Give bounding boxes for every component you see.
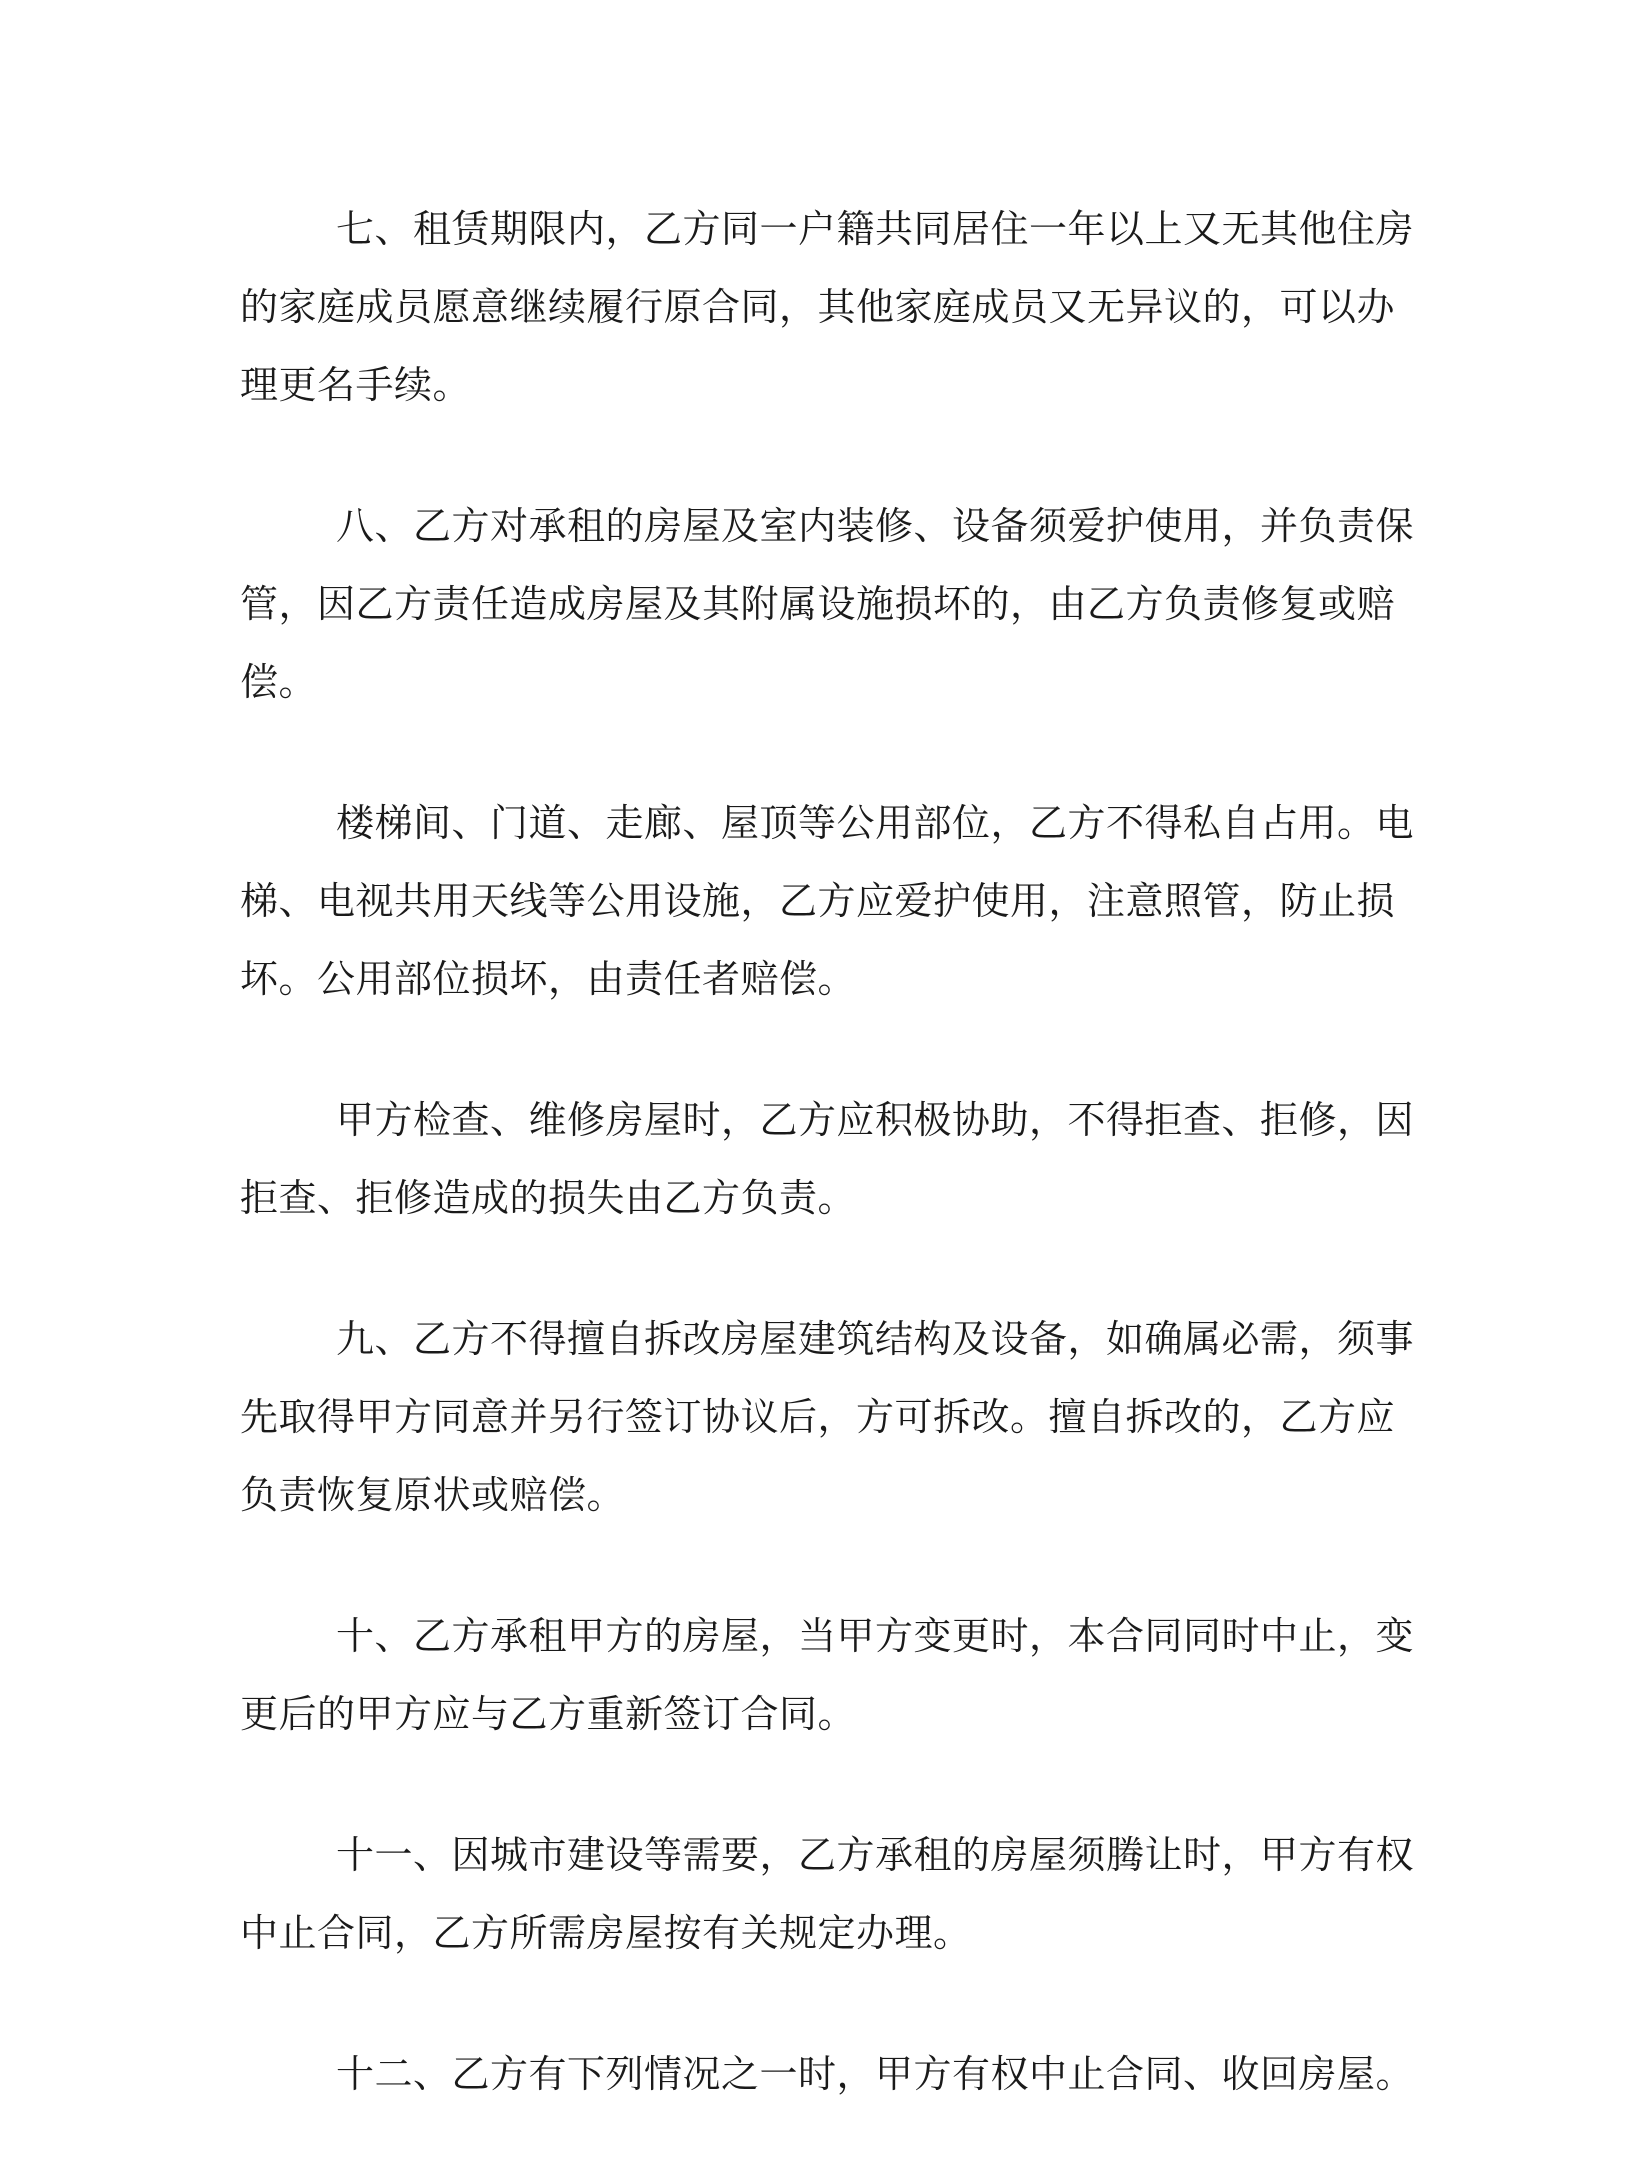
paragraph-line: 负责恢复原状或赔偿。 [240, 1473, 626, 1517]
paragraph-line: 楼梯间、门道、走廊、屋顶等公用部位，乙方不得私自占用。电 [336, 801, 1415, 845]
paragraph-line: 理更名手续。 [240, 363, 472, 407]
clause-10-paragraph [240, 1597, 1415, 1753]
paragraph-line: 七、租赁期限内，乙方同一户籍共同居住一年以上又无其他住房 [336, 207, 1415, 251]
paragraph-line: 先取得甲方同意并另行签订协议后，方可拆改。擅自拆改的，乙方应 [240, 1395, 1396, 1439]
clause-7-paragraph [240, 190, 1415, 424]
paragraph-line: 十二、乙方有下列情况之一时，甲方有权中止合同、收回房屋。 [336, 2052, 1415, 2096]
inspection-paragraph [240, 1081, 1415, 1237]
paragraph-line: 偿。 [240, 660, 318, 704]
clause-12-paragraph [240, 2035, 1415, 2113]
paragraph-line: 的家庭成员愿意继续履行原合同，其他家庭成员又无异议的，可以办 [240, 285, 1396, 329]
paragraph-line: 十、乙方承租甲方的房屋，当甲方变更时，本合同同时中止，变 [336, 1614, 1415, 1658]
paragraph-line: 八、乙方对承租的房屋及室内装修、设备须爱护使用，并负责保 [336, 504, 1415, 548]
paragraph-line: 十一、因城市建设等需要，乙方承租的房屋须腾让时，甲方有权 [336, 1833, 1415, 1877]
clause-9-paragraph [240, 1300, 1415, 1534]
paragraph-line: 坏。公用部位损坏，由责任者赔偿。 [240, 957, 857, 1001]
public-areas-paragraph [240, 784, 1415, 1018]
paragraph-line: 梯、电视共用天线等公用设施，乙方应爱护使用，注意照管，防止损 [240, 879, 1396, 923]
clause-8-paragraph [240, 487, 1415, 721]
paragraph-line: 更后的甲方应与乙方重新签订合同。 [240, 1692, 857, 1736]
paragraph-line: 中止合同，乙方所需房屋按有关规定办理。 [240, 1911, 972, 1955]
clause-11-paragraph [240, 1816, 1415, 1972]
document-body [240, 190, 1415, 2176]
paragraph-line: 九、乙方不得擅自拆改房屋建筑结构及设备，如确属必需，须事 [336, 1317, 1415, 1361]
paragraph-line: 管，因乙方责任造成房屋及其附属设施损坏的，由乙方负责修复或赔 [240, 582, 1396, 626]
paragraph-line: 甲方检查、维修房屋时，乙方应积极协助，不得拒查、拒修，因 [336, 1098, 1415, 1142]
paragraph-line: 拒查、拒修造成的损失由乙方负责。 [240, 1176, 857, 1220]
